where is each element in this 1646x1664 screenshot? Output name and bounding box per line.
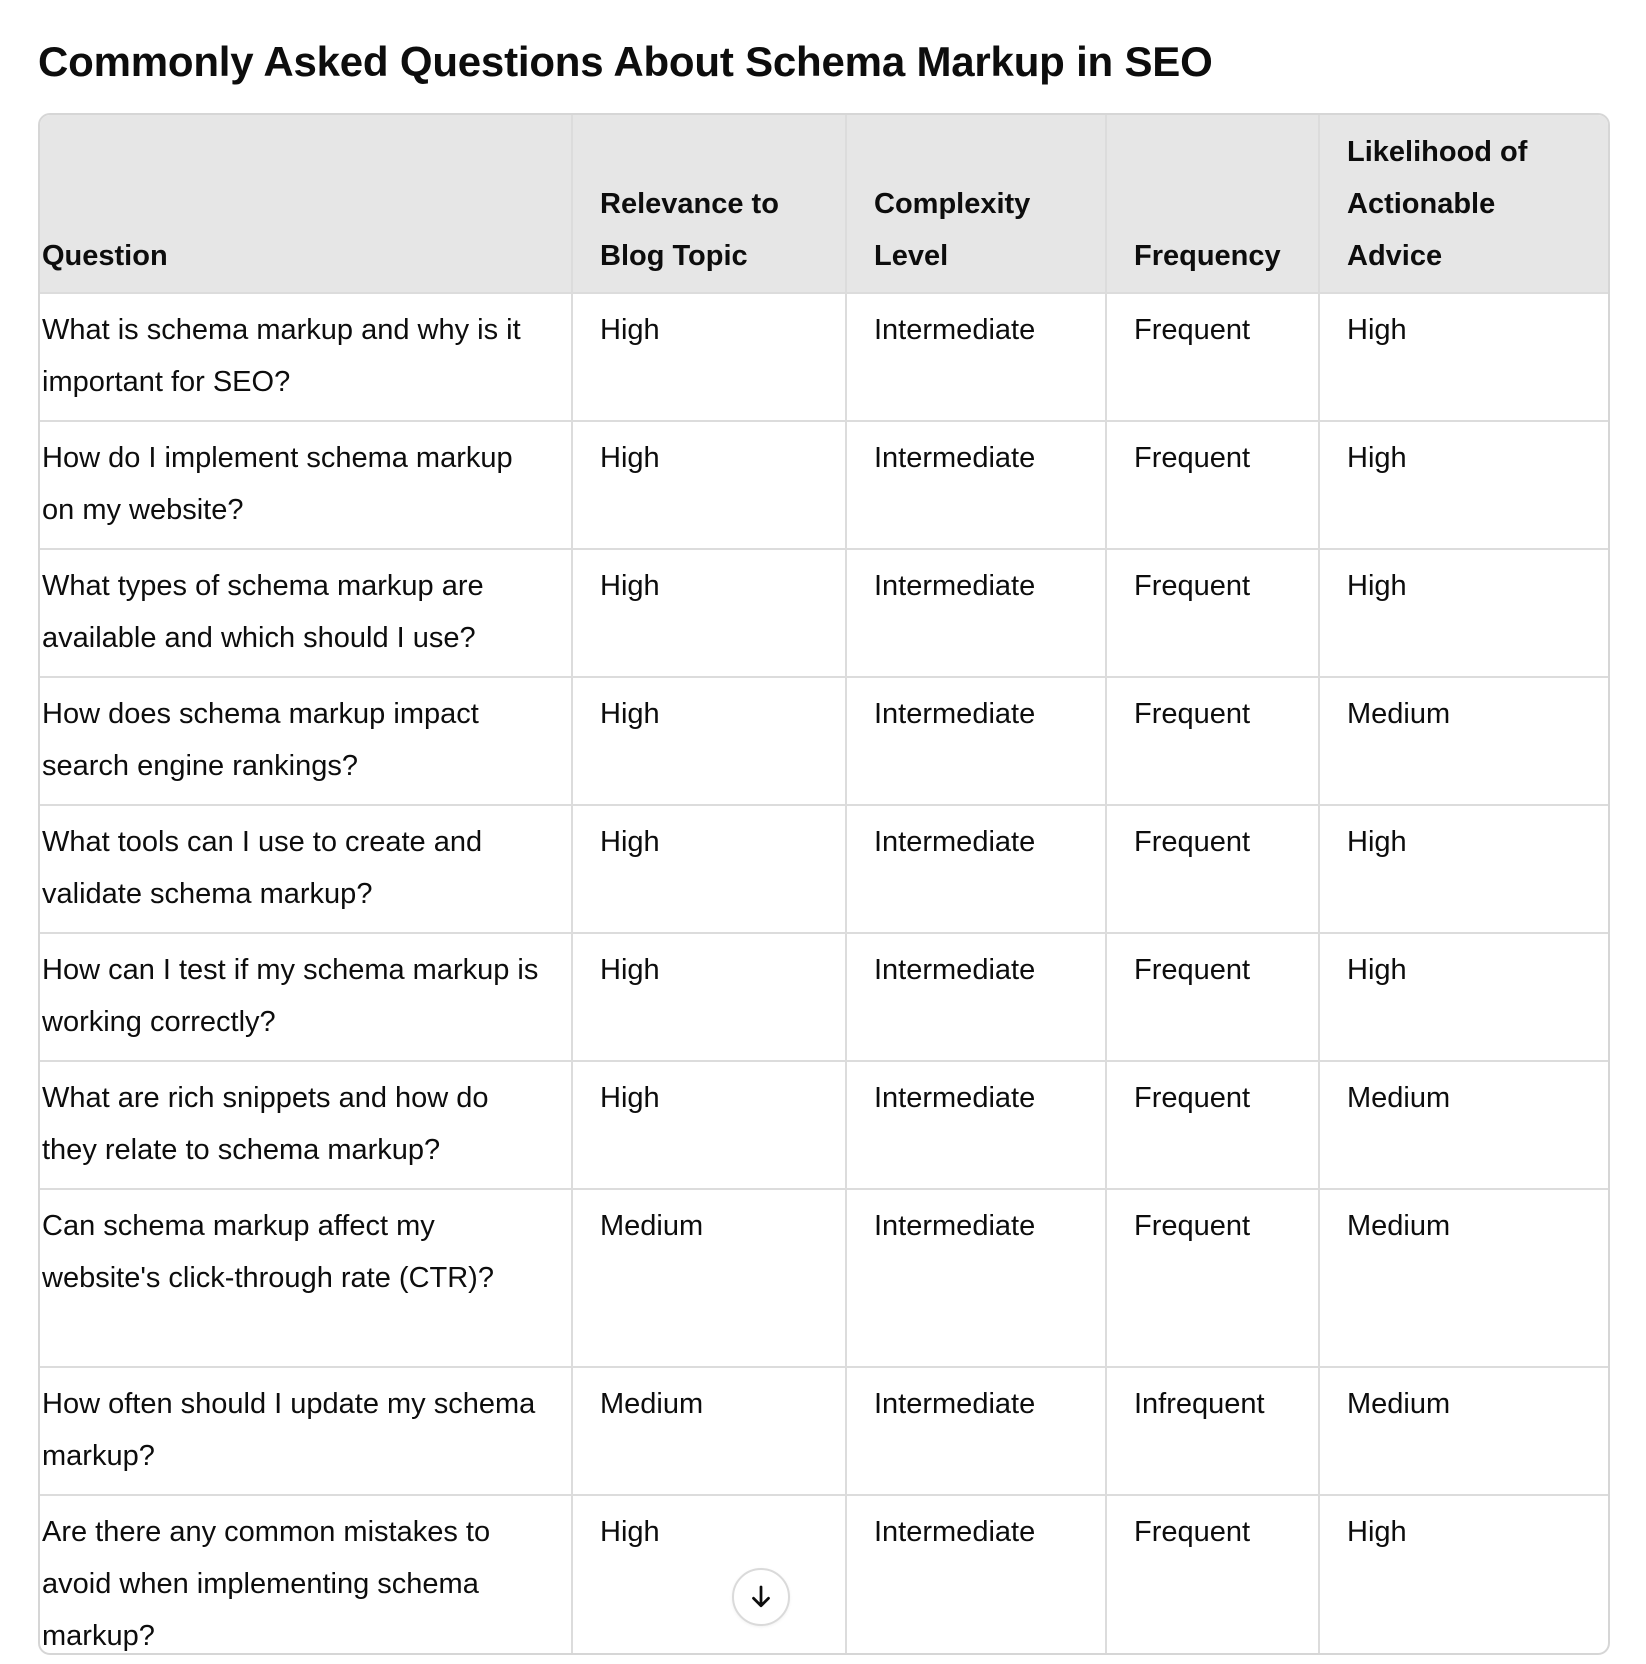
faq-table <box>40 115 1608 1655</box>
table-row <box>40 1061 1608 1189</box>
cell-question: How do I implement schema markup on my website? <box>40 421 572 549</box>
cell-frequency: Frequent <box>1106 677 1319 805</box>
table-row <box>40 805 1608 933</box>
cell-likelihood: Medium <box>1319 1189 1608 1367</box>
cell-frequency: Frequent <box>1106 549 1319 677</box>
cell-likelihood: Medium <box>1319 677 1608 805</box>
table-row <box>40 677 1608 805</box>
table-row <box>40 1495 1608 1655</box>
table-row <box>40 1189 1608 1367</box>
cell-complexity: Intermediate <box>846 421 1106 549</box>
cell-question: Can schema markup affect my website's click-through rate (CTR)? <box>40 1189 572 1367</box>
table-row <box>40 293 1608 421</box>
cell-likelihood: High <box>1319 1495 1608 1655</box>
cell-likelihood: High <box>1319 549 1608 677</box>
cell-relevance: Medium <box>572 1189 846 1367</box>
cell-question: What types of schema markup are available and which should I use? <box>40 549 572 677</box>
cell-question: How can I test if my schema markup is working correctly? <box>40 933 572 1061</box>
cell-complexity: Intermediate <box>846 293 1106 421</box>
cell-frequency: Frequent <box>1106 1189 1319 1367</box>
page-title: Commonly Asked Questions About Schema Markup in SEO <box>38 38 1213 85</box>
table-row <box>40 549 1608 677</box>
table-row <box>40 933 1608 1061</box>
cell-question: Are there any common mistakes to avoid when implementing schema markup? <box>40 1495 572 1655</box>
cell-relevance: Medium <box>572 1367 846 1495</box>
cell-complexity: Intermediate <box>846 1189 1106 1367</box>
header-relevance: Relevance to Blog Topic <box>572 115 846 293</box>
cell-frequency: Frequent <box>1106 293 1319 421</box>
cell-frequency: Frequent <box>1106 1495 1319 1655</box>
cell-likelihood: High <box>1319 933 1608 1061</box>
cell-complexity: Intermediate <box>846 549 1106 677</box>
cell-complexity: Intermediate <box>846 677 1106 805</box>
header-complexity: Complexity Level <box>846 115 1106 293</box>
cell-likelihood: Medium <box>1319 1061 1608 1189</box>
cell-relevance: High <box>572 677 846 805</box>
header-likelihood: Likelihood of Actionable Advice <box>1319 115 1608 293</box>
scroll-to-bottom-button[interactable] <box>732 1568 790 1626</box>
cell-complexity: Intermediate <box>846 1061 1106 1189</box>
cell-likelihood: High <box>1319 293 1608 421</box>
cell-relevance: High <box>572 549 846 677</box>
table-row <box>40 1367 1608 1495</box>
cell-likelihood: High <box>1319 421 1608 549</box>
cell-question: How does schema markup impact search engine rankings? <box>40 677 572 805</box>
cell-relevance: High <box>572 805 846 933</box>
cell-question: What tools can I use to create and validate schema markup? <box>40 805 572 933</box>
header-frequency: Frequency <box>1106 115 1319 293</box>
cell-frequency: Infrequent <box>1106 1367 1319 1495</box>
cell-frequency: Frequent <box>1106 421 1319 549</box>
header-question: Question <box>40 115 572 293</box>
cell-question: How often should I update my schema markup? <box>40 1367 572 1495</box>
cell-relevance: High <box>572 1061 846 1189</box>
table-header-row <box>40 115 1608 293</box>
cell-complexity: Intermediate <box>846 933 1106 1061</box>
cell-relevance: High <box>572 933 846 1061</box>
cell-complexity: Intermediate <box>846 1495 1106 1655</box>
cell-question: What is schema markup and why is it important for SEO? <box>40 293 572 421</box>
table-row <box>40 421 1608 549</box>
cell-frequency: Frequent <box>1106 805 1319 933</box>
faq-table-container[interactable] <box>38 113 1610 1655</box>
cell-question: What are rich snippets and how do they relate to schema markup? <box>40 1061 572 1189</box>
cell-complexity: Intermediate <box>846 805 1106 933</box>
cell-complexity: Intermediate <box>846 1367 1106 1495</box>
cell-relevance: High <box>572 421 846 549</box>
cell-relevance: High <box>572 293 846 421</box>
cell-likelihood: High <box>1319 805 1608 933</box>
arrow-down-icon <box>746 1582 776 1612</box>
cell-likelihood: Medium <box>1319 1367 1608 1495</box>
cell-frequency: Frequent <box>1106 933 1319 1061</box>
cell-frequency: Frequent <box>1106 1061 1319 1189</box>
cell-relevance: High <box>572 1495 846 1655</box>
